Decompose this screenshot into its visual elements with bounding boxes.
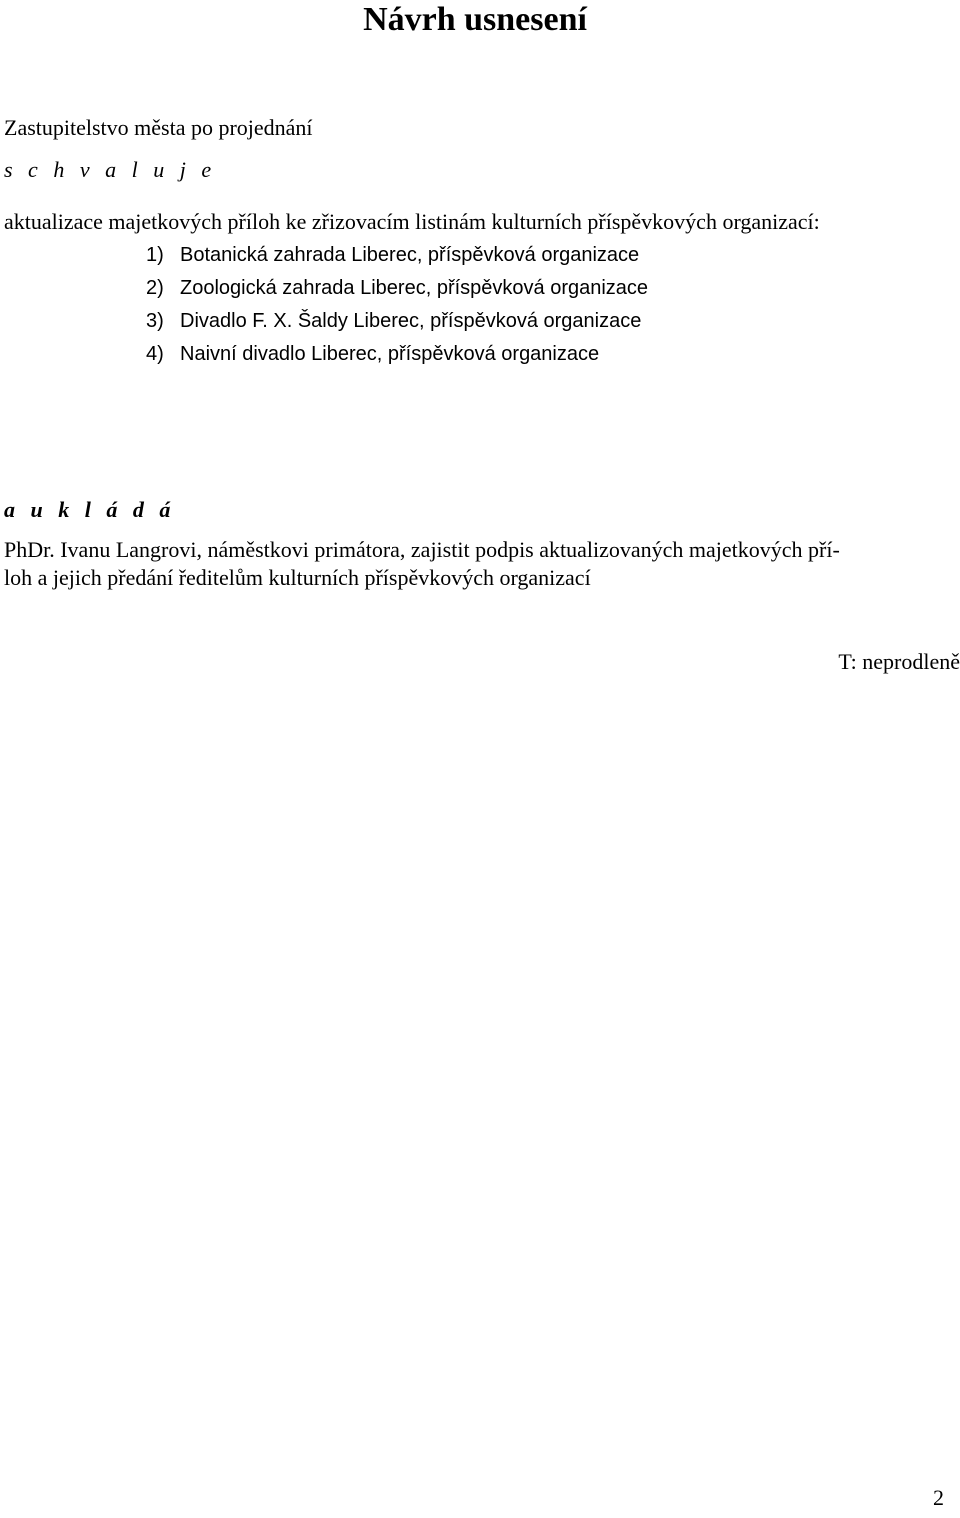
list-item-number: 3) (146, 310, 164, 332)
imposes-text-line-1: PhDr. Ivanu Langrovi, náměstkovi primátora, zajistit podpis aktualizovaných majetkových pří- (4, 537, 840, 562)
list-item (146, 241, 648, 274)
imposes-paragraph (4, 536, 956, 592)
organizations-list (146, 241, 648, 373)
imposes-verb: a u k l á d á (4, 497, 176, 522)
approves-verb: s c h v a l u j e (4, 157, 217, 182)
list-item-number: 1) (146, 244, 164, 266)
list-item (146, 274, 648, 307)
list-item (146, 340, 648, 373)
list-item-text: Botanická zahrada Liberec, příspěvková organizace (180, 244, 640, 266)
document-title: Návrh usnesení (363, 1, 587, 38)
deadline-text: T: neprodleně (838, 649, 960, 674)
intro-text: Zastupitelstvo města po projednání (4, 115, 313, 140)
page-number: 2 (933, 1485, 944, 1510)
list-item-number: 4) (146, 343, 164, 365)
approves-subject: aktualizace majetkových příloh ke zřizovacím listinám kulturních příspěvkových organizací: (4, 209, 820, 234)
list-item-text: Naivní divadlo Liberec, příspěvková organizace (180, 343, 600, 365)
list-item-number: 2) (146, 277, 164, 299)
list-item (146, 307, 648, 340)
list-item-text: Divadlo F. X. Šaldy Liberec, příspěvková organizace (180, 310, 642, 332)
imposes-text-line-2: loh a jejich předání ředitelům kulturních příspěvkových organizací (4, 565, 591, 590)
list-item-text: Zoologická zahrada Liberec, příspěvková organizace (180, 277, 649, 299)
